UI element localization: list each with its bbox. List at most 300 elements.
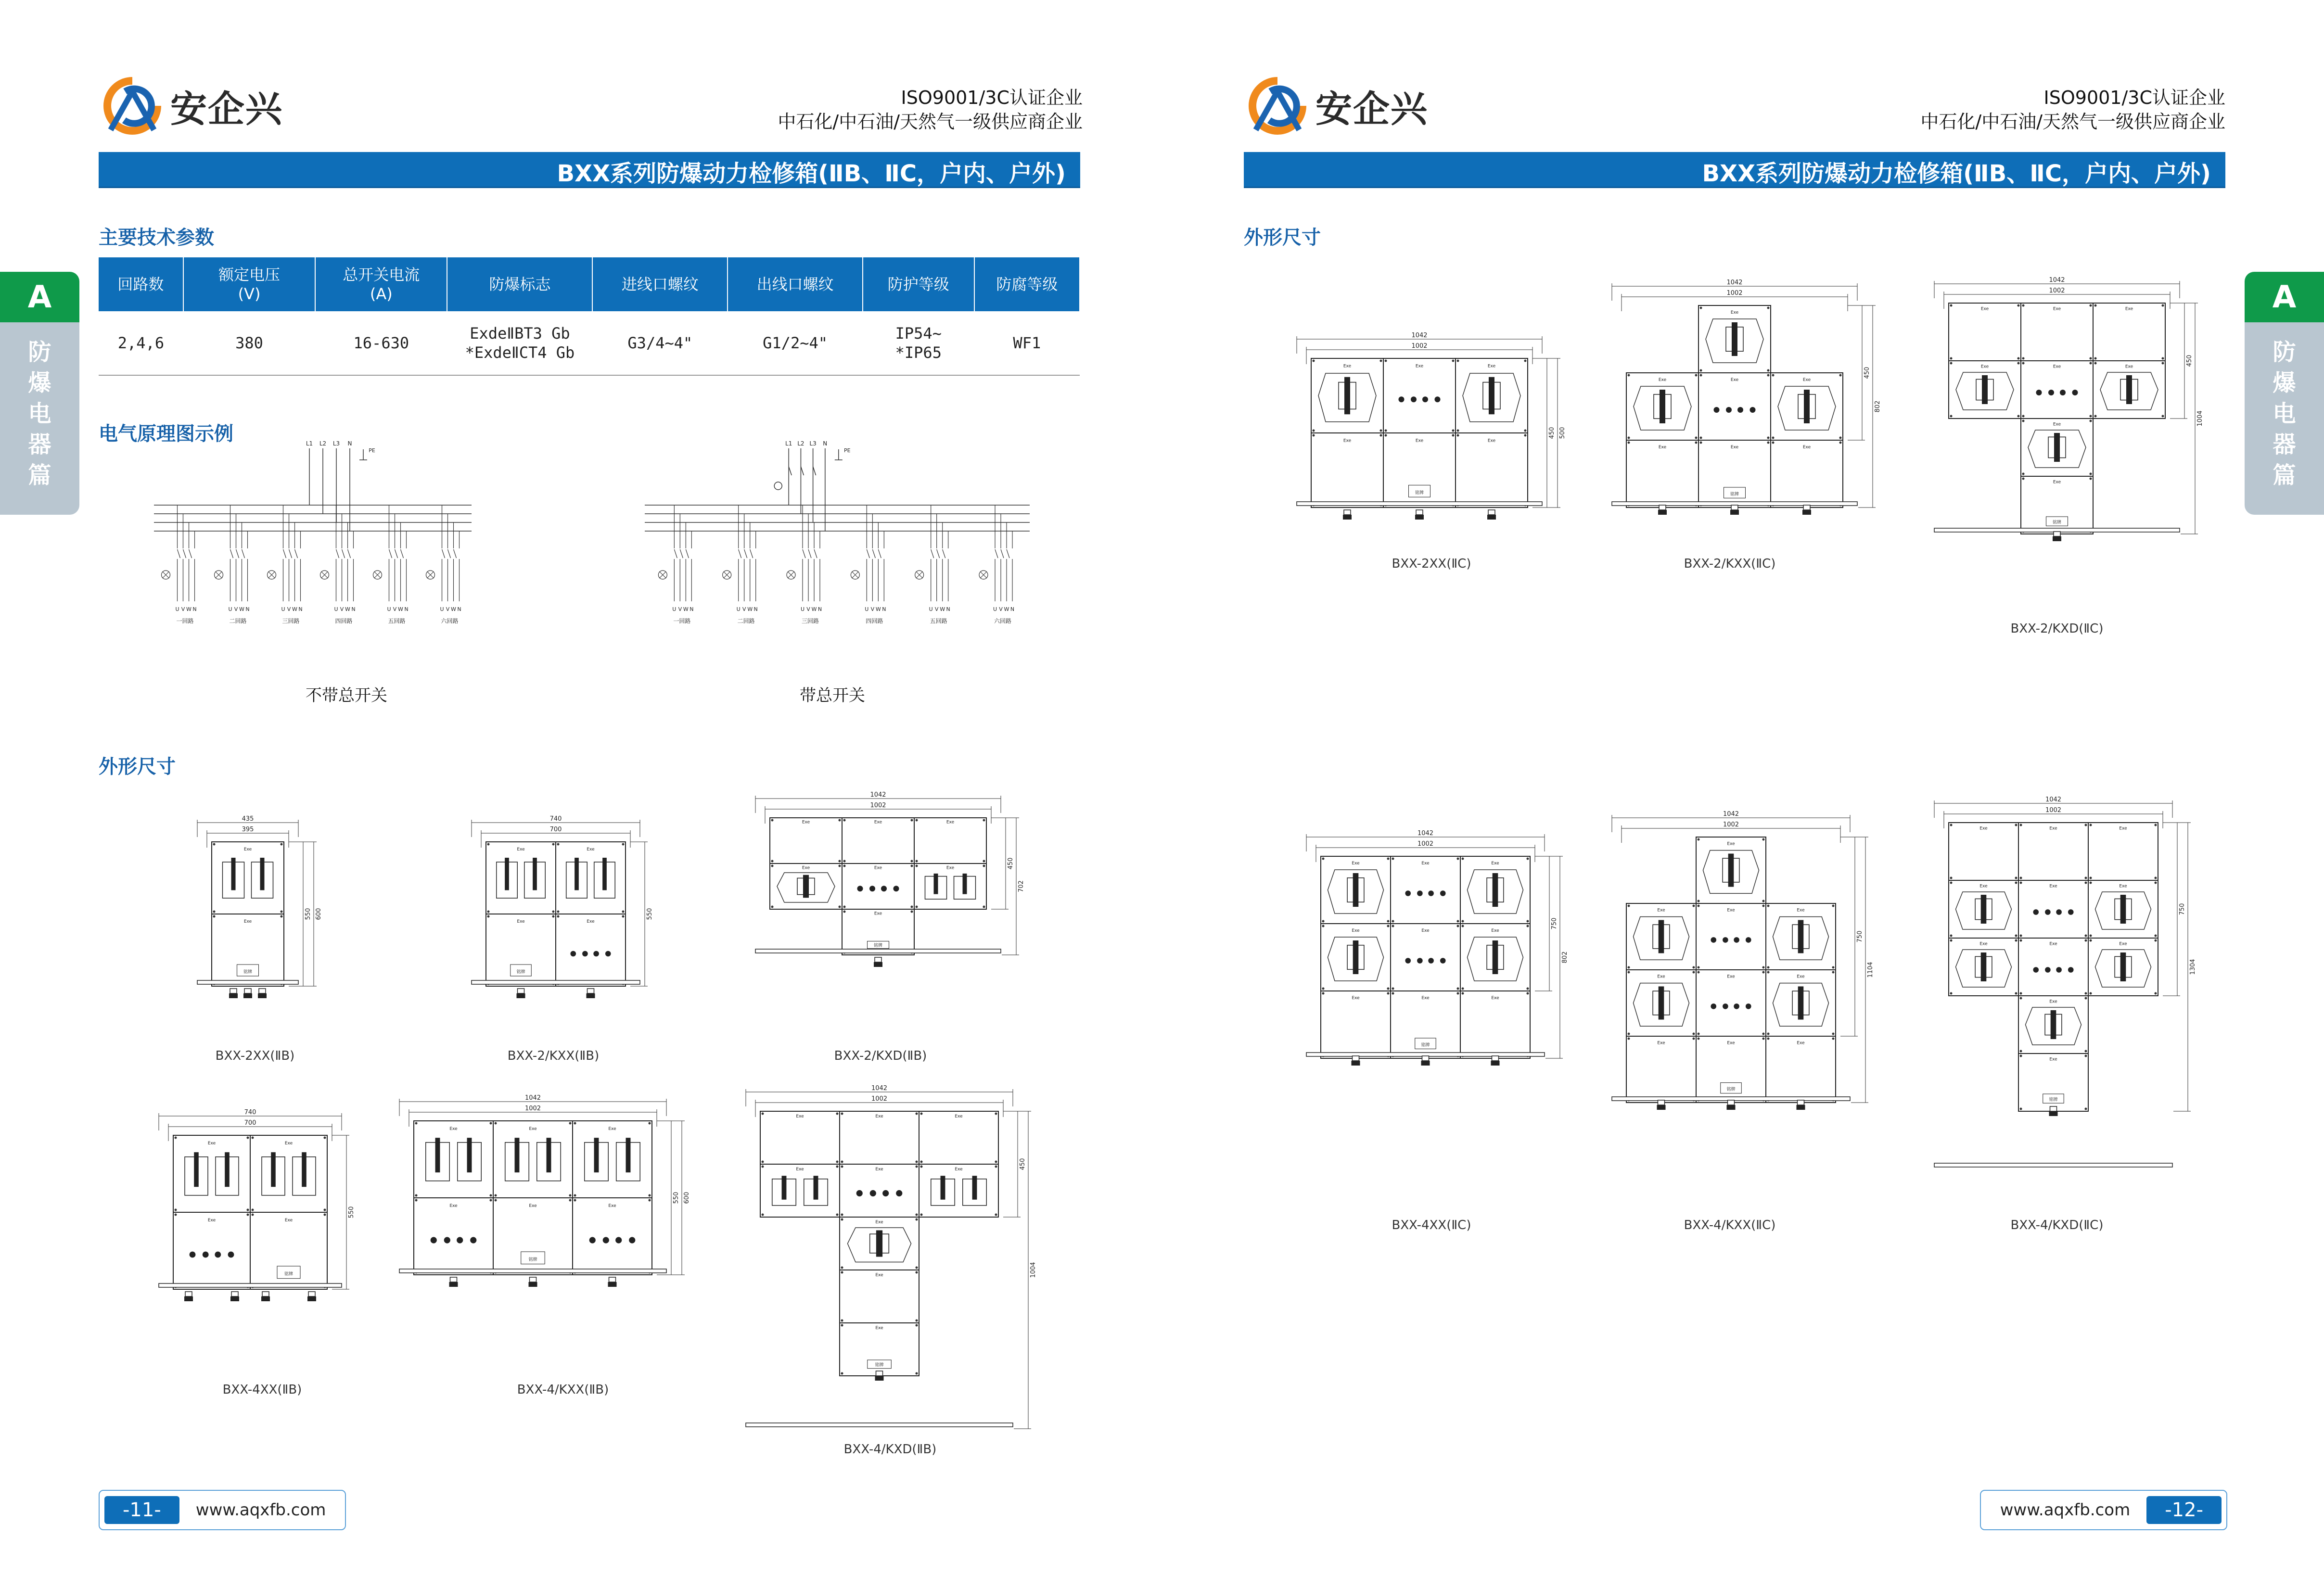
module-label: Exe (284, 1218, 293, 1223)
title-banner (1244, 152, 2225, 188)
terminal-label: U (929, 606, 933, 612)
breaker-contact (189, 549, 192, 558)
bolt-icon (1693, 1038, 1695, 1040)
bolt-icon (1762, 971, 1765, 974)
bolt-icon (1832, 971, 1835, 974)
enclosure-module (173, 1135, 250, 1212)
breaker-contact (943, 549, 945, 558)
phase-label: N (347, 440, 352, 447)
caption-drawing: BXX-4XX(ⅡB) (222, 1383, 302, 1397)
enclosure-module (493, 1198, 573, 1275)
bolt-icon (574, 1199, 576, 1202)
module-label: Exe (1797, 908, 1805, 913)
module-label: Exe (2125, 306, 2133, 312)
bolt-icon (1524, 434, 1527, 437)
dimension-label: 1042 (1417, 830, 1434, 837)
enclosure-module (1321, 991, 1391, 1058)
breaker-contact (680, 549, 683, 558)
dimension-label: 802 (1874, 400, 1881, 413)
bolt-icon (252, 1209, 254, 1211)
bolt-icon (1628, 966, 1630, 969)
bolt-icon (495, 1199, 497, 1202)
module-label: Exe (1491, 928, 1499, 933)
bolt-icon (911, 906, 913, 908)
module-label: Exe (946, 820, 955, 825)
bolt-icon (1832, 905, 1835, 907)
table-header-cell: 额定电压 (V) (183, 257, 315, 311)
drawing-bxx-2-kxd-iib (741, 789, 1030, 1039)
switch-handle (271, 1152, 276, 1187)
dimension-label: 450 (1019, 1158, 1026, 1170)
module-box (840, 1270, 919, 1323)
switch-handle (972, 1176, 977, 1200)
bolt-icon (1387, 858, 1390, 860)
circuit-label: 四回路 (866, 618, 883, 624)
bolt-icon (175, 1214, 177, 1216)
cable-gland-icon (2053, 536, 2061, 541)
switch-handle (1798, 987, 1804, 1020)
drawing-bxx-2-kxd-iic (1913, 269, 2204, 568)
indicator-icon (1411, 396, 1417, 402)
indicator-icon (1417, 958, 1423, 964)
cable-gland-icon (231, 1292, 238, 1296)
enclosure-module (2088, 823, 2158, 880)
enclosure-module (2021, 476, 2093, 534)
bolt-icon (557, 843, 560, 846)
dimension-label: 1042 (2045, 796, 2062, 803)
indicator-icon (2056, 967, 2062, 973)
breaker-contact (744, 549, 747, 558)
bolt-icon (1392, 920, 1394, 923)
table-cell: WF1 (974, 311, 1080, 375)
category-label (0, 322, 79, 515)
bolt-icon (557, 915, 560, 918)
bolt-icon (569, 1194, 572, 1197)
cable-gland-icon (258, 993, 267, 998)
enclosure-module (2021, 361, 2093, 419)
indicator-icon (1422, 396, 1428, 402)
bolt-icon (1767, 437, 1770, 439)
table-cell: ExdeⅡBT3 Gb *ExdeⅡCT4 Gb (447, 311, 592, 375)
enclosure-module (840, 1164, 919, 1217)
breaker-contact (454, 549, 457, 558)
bolt-icon (1762, 905, 1765, 907)
indicator-icon (1726, 407, 1732, 413)
breaker-contact (442, 549, 445, 558)
table-header-cell: 进线口螺纹 (592, 257, 728, 311)
module-box (2018, 823, 2088, 880)
phase-label: L1 (785, 440, 792, 447)
cable-gland-icon (1422, 1056, 1429, 1061)
bolt-icon (920, 1214, 923, 1216)
terminal-label: V (806, 606, 810, 612)
switch-handle (225, 1152, 230, 1187)
circuit-label: 二回路 (229, 618, 247, 624)
enclosure-module (842, 909, 914, 955)
bolt-icon (1457, 360, 1459, 362)
bolt-icon (2155, 877, 2157, 879)
bolt-icon (1527, 925, 1529, 927)
indicator-icon (615, 1237, 622, 1243)
enclosure-module (1460, 856, 1530, 924)
bolt-icon (916, 819, 918, 822)
indicator-icon (882, 1190, 889, 1196)
bolt-icon (2090, 940, 2092, 942)
wiring-diagram-no-main-switch (144, 438, 481, 669)
module-label: Exe (2049, 826, 2057, 831)
dimension-label: 1002 (1411, 343, 1428, 350)
module-label: Exe (2053, 306, 2061, 312)
enclosure-module (2088, 880, 2158, 938)
enclosure-module (760, 1164, 840, 1217)
module-label: Exe (1487, 438, 1496, 444)
enclosure-module (1391, 924, 1460, 991)
cable-gland-icon (450, 1277, 457, 1282)
bolt-icon (920, 1113, 923, 1115)
module-box (1696, 903, 1766, 970)
cable-gland-icon (1492, 1056, 1499, 1061)
module-label: Exe (1980, 364, 1989, 369)
module-label: Exe (2119, 884, 2127, 889)
bolt-icon (916, 1271, 918, 1274)
dimension-label: 1002 (1723, 821, 1739, 828)
category-char: 电 (2273, 400, 2296, 427)
module-label: Exe (2119, 826, 2127, 831)
module-label: Exe (1727, 841, 1735, 847)
terminal-label: U (736, 606, 741, 612)
bolt-icon (1767, 966, 1770, 969)
bolt-icon (1380, 360, 1382, 362)
bolt-icon (1392, 988, 1394, 990)
terminal-label: V (999, 606, 1003, 612)
module-label: Exe (608, 1204, 616, 1209)
terminal-label: U (175, 606, 179, 612)
enclosure-module (1391, 991, 1460, 1058)
enclosure-module (1949, 303, 2021, 361)
drawing-bxx-2-kxx-iic (1590, 279, 1879, 529)
bolt-icon (771, 860, 774, 863)
category-letter: A (2245, 272, 2324, 322)
module-box (1949, 303, 2021, 361)
module-label: Exe (1980, 306, 1989, 312)
bolt-icon (2085, 1055, 2087, 1057)
table-header-cell: 回路数 (99, 257, 183, 311)
module-label: Exe (517, 847, 525, 852)
terminal-label: U (228, 606, 232, 612)
enclosure-module (1391, 856, 1460, 924)
bolt-icon (2085, 882, 2087, 884)
switch-handle (1982, 375, 1988, 404)
indicator-icon (1723, 1003, 1728, 1009)
module-label: Exe (955, 1167, 963, 1172)
drawing-bxx-2xx-iic (1273, 332, 1566, 510)
bolt-icon (2018, 305, 2020, 307)
module-label: Exe (796, 1114, 804, 1119)
enclosure-module (842, 863, 914, 909)
bolt-icon (213, 915, 216, 918)
cable-gland-icon (587, 993, 595, 998)
bolt-icon (1387, 925, 1390, 927)
enclosure-module (2018, 938, 2088, 996)
indicator-icon (190, 1252, 196, 1258)
indicator-icon (457, 1237, 463, 1243)
bolt-icon (1762, 838, 1765, 841)
indicator-icon (1440, 958, 1446, 964)
switch-handle (260, 858, 265, 890)
module-label: Exe (1421, 928, 1430, 933)
bolt-icon (920, 1161, 923, 1163)
module-box (556, 914, 626, 986)
dimension-label: 550 (673, 1192, 680, 1204)
module-label: Exe (1352, 928, 1360, 933)
indicator-icon (605, 951, 611, 957)
module-box (2021, 361, 2093, 419)
bolt-icon (916, 1320, 918, 1322)
nameplate-label: 铭牌 (1726, 1087, 1736, 1092)
bolt-icon (843, 860, 846, 863)
switch-handle (1728, 854, 1734, 887)
bolt-icon (415, 1194, 418, 1197)
enclosure-module (250, 1135, 327, 1212)
category-char: 电 (28, 400, 51, 427)
bolt-icon (995, 1166, 997, 1168)
enclosure-module (1766, 1036, 1836, 1103)
terminal-label: U (865, 606, 869, 612)
module-label: Exe (874, 820, 882, 825)
wiring-diagram-with-main-switch (635, 438, 1039, 669)
bolt-icon (2018, 362, 2020, 365)
module-box (414, 1198, 493, 1275)
enclosure-module (1460, 924, 1530, 991)
bolt-icon (1950, 357, 1953, 360)
table-cell: G3/4~4" (592, 311, 728, 375)
terminal-label: W (811, 606, 817, 612)
drawing-bxx-2-kxx-iib (452, 813, 654, 1034)
module-label: Exe (1797, 974, 1805, 979)
dimension-label: 1042 (2049, 277, 2065, 284)
terminal-label: W (747, 606, 753, 612)
main-switch-contact (789, 467, 792, 475)
cable-gland-icon (517, 993, 525, 998)
cable-gland-icon (184, 1296, 193, 1301)
cable-gland-icon (1727, 1105, 1736, 1110)
page-number: -12- (2146, 1496, 2222, 1524)
tagline-supplier: 中石化/中石油/天然气一级供应商企业 (1920, 111, 2225, 132)
bolt-icon (2155, 882, 2157, 884)
bolt-icon (1772, 374, 1775, 377)
bolt-icon (2018, 357, 2020, 360)
cable-gland-icon (259, 989, 266, 993)
bolt-icon (1322, 992, 1325, 995)
switch-handle (1981, 952, 1987, 981)
category-tab[interactable] (2245, 272, 2324, 515)
website-link[interactable]: www.aqxfb.com (2000, 1500, 2131, 1520)
bolt-icon (1700, 374, 1702, 377)
bolt-icon (281, 843, 283, 846)
dimension-label: 600 (315, 908, 322, 920)
module-label: Exe (796, 1167, 804, 1172)
module-label: Exe (802, 820, 810, 825)
phase-label: L3 (332, 440, 340, 447)
bolt-icon (836, 1214, 839, 1216)
module-label: Exe (1730, 310, 1739, 315)
cable-gland-icon (244, 989, 251, 993)
bolt-icon (2015, 935, 2018, 937)
cable-gland-icon (875, 1376, 884, 1381)
breaker-contact (283, 549, 286, 558)
bolt-icon (1457, 925, 1459, 927)
bolt-icon (552, 911, 555, 913)
page-number: -11- (104, 1496, 179, 1524)
dimension-label: 1002 (1417, 840, 1434, 848)
indicator-icon (857, 886, 863, 891)
module-label: Exe (2053, 364, 2061, 369)
dimension-label: 1002 (524, 1105, 541, 1112)
bolt-icon (2090, 420, 2092, 422)
indicator-icon (2068, 909, 2074, 915)
terminal-label: V (678, 606, 682, 612)
bolt-icon (1457, 992, 1459, 995)
dimension-label: 702 (1018, 880, 1025, 892)
bolt-icon (1527, 988, 1529, 990)
module-label: Exe (529, 1204, 537, 1209)
bolt-icon (916, 1219, 918, 1221)
caption-drawing: BXX-4/KXD(ⅡB) (843, 1442, 937, 1457)
bolt-icon (1950, 940, 1953, 942)
bolt-icon (2018, 415, 2020, 418)
enclosure-module (1696, 837, 1766, 903)
indicator-icon (1440, 890, 1446, 896)
breaker-contact (867, 549, 869, 558)
module-label: Exe (529, 1127, 537, 1132)
enclosure-module (414, 1198, 493, 1275)
nameplate-label: 铭牌 (1421, 1042, 1430, 1048)
bolt-icon (916, 860, 918, 863)
module-label: Exe (875, 1167, 883, 1172)
indicator-icon (1746, 1003, 1751, 1009)
module-label: Exe (1415, 364, 1424, 369)
bolt-icon (771, 819, 774, 822)
switch-handle (594, 1138, 599, 1172)
bolt-icon (1322, 988, 1325, 990)
website-link[interactable]: www.aqxfb.com (195, 1500, 326, 1520)
circuit-label: 六回路 (441, 618, 459, 624)
indicator-icon (2045, 967, 2051, 973)
module-label: Exe (243, 847, 252, 852)
terminal-label: U (800, 606, 805, 612)
bolt-icon (1457, 434, 1459, 437)
breaker-contact (995, 549, 998, 558)
bolt-icon (1462, 920, 1464, 923)
bolt-icon (2090, 473, 2092, 475)
bolt-icon (649, 1199, 651, 1202)
indicator-icon (444, 1237, 450, 1243)
bolt-icon (2090, 478, 2092, 480)
enclosure-module (760, 1111, 840, 1164)
cable-gland-icon (1731, 505, 1738, 510)
header-tagline (1864, 86, 2225, 134)
module-box (1311, 433, 1383, 508)
bolt-icon (1462, 858, 1464, 860)
cable-gland-icon (262, 1292, 269, 1296)
bolt-icon (2085, 1050, 2087, 1053)
enclosure-module (1696, 1036, 1766, 1103)
bolt-icon (916, 1267, 918, 1269)
switch-handle (626, 1138, 631, 1172)
breaker-contact (289, 549, 292, 558)
bolt-icon (1462, 988, 1464, 990)
tagline-cert: ISO9001/3C认证企业 (2043, 87, 2225, 108)
bolt-icon (213, 911, 216, 913)
bolt-icon (649, 1122, 651, 1125)
bolt-icon (1950, 362, 1953, 365)
indicator-icon (603, 1237, 609, 1243)
bolt-icon (2015, 824, 2018, 826)
bolt-icon (1695, 437, 1698, 439)
bolt-icon (839, 860, 841, 863)
bolt-icon (916, 1324, 918, 1327)
switch-handle (876, 1231, 882, 1257)
bolt-icon (911, 911, 913, 913)
circuit-label: 一回路 (176, 618, 194, 624)
bolt-icon (574, 1194, 576, 1197)
indicator-icon (1750, 407, 1756, 413)
cable-gland-icon (449, 1282, 458, 1287)
bolt-icon (1693, 966, 1695, 969)
enclosure-module (914, 863, 986, 909)
bolt-icon (983, 860, 985, 863)
enclosure-module (1321, 924, 1391, 991)
bolt-icon (1524, 430, 1527, 432)
terminal-label: N (690, 606, 694, 612)
section-title-dims-right: 外形尺寸 (1244, 227, 1321, 249)
enclosure-module (1311, 358, 1383, 433)
bolt-icon (1313, 430, 1315, 432)
bolt-icon (762, 1161, 764, 1163)
indicator-icon (896, 1190, 902, 1196)
category-tab[interactable] (0, 272, 79, 515)
bolt-icon (1452, 360, 1455, 362)
bolt-icon (1628, 971, 1630, 974)
bolt-icon (2094, 415, 2097, 418)
phase-label: L2 (797, 440, 804, 447)
bolt-icon (2155, 824, 2157, 826)
bolt-icon (762, 1113, 764, 1115)
bolt-icon (2090, 415, 2092, 418)
caption-drawing: BXX-2XX(ⅡB) (215, 1049, 295, 1063)
nameplate-label: 铭牌 (1415, 491, 1424, 496)
indicator-icon (2045, 909, 2051, 915)
bolt-icon (843, 865, 846, 867)
bolt-icon (1767, 971, 1770, 974)
breaker-contact (236, 549, 239, 558)
terminal-label: V (742, 606, 746, 612)
cable-gland-icon (1803, 505, 1810, 510)
terminal-label: V (870, 606, 875, 612)
cable-gland-icon (1343, 515, 1352, 520)
bolt-icon (1950, 305, 1953, 307)
caption-drawing: BXX-2/KXX(ⅡC) (1684, 557, 1776, 571)
bolt-icon (2162, 305, 2164, 307)
enclosure-module (212, 914, 284, 986)
table-cell: 380 (183, 311, 315, 375)
module-box (1771, 440, 1843, 508)
cable-gland-icon (876, 1371, 883, 1376)
module-label: Exe (207, 1141, 216, 1146)
bolt-icon (771, 906, 774, 908)
bolt-icon (841, 1324, 843, 1327)
bolt-icon (1385, 360, 1387, 362)
